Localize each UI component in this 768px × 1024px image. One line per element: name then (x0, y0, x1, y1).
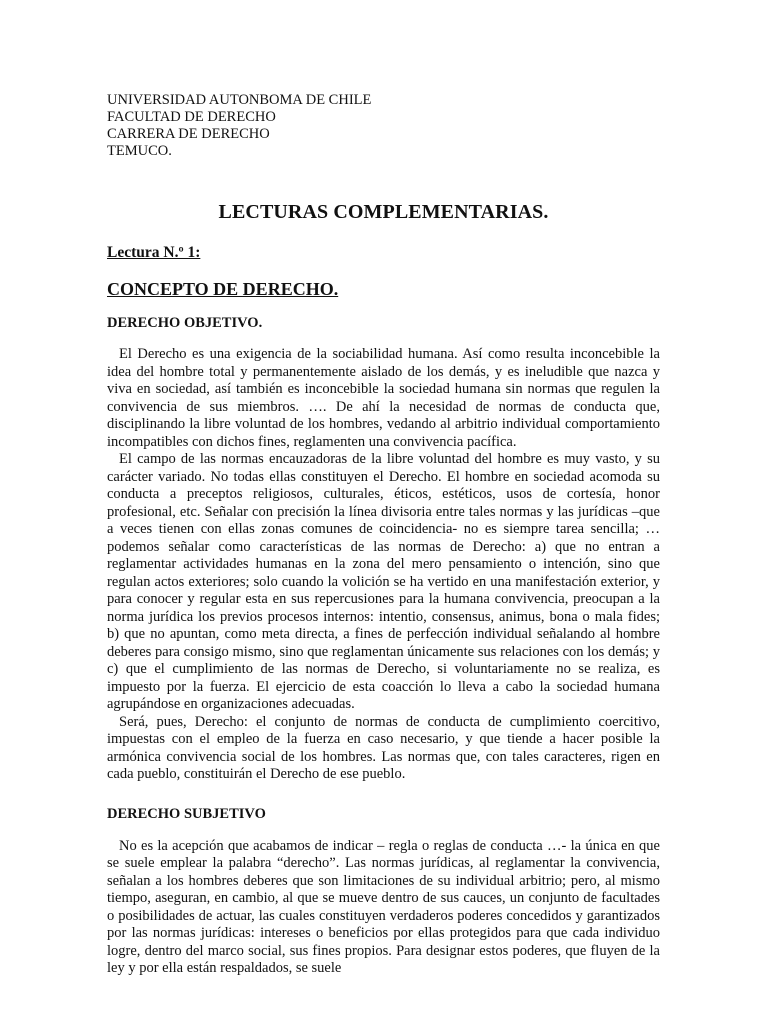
heading-derecho-objetivo: DERECHO OBJETIVO. (107, 315, 263, 331)
paragraph-objetivo-2: El campo de las normas encauzadoras de la libre voluntad del hombre es muy vasto, y su carácter variado. No todas ellas constituyen el Derecho. El hombre en sociedad acomoda su conducta a preceptos religiosos, culturales, éticos, estéticos, usos de cortesía, honor profesional, etc. Señalar con precisión la línea divisoria entre tales normas y las jurídicas –que a veces tienen con ellas zonas comunes de coincidencia- no es siempre tarea sencilla; … podemos señalar como características de las normas de Derecho: a) que no entran a reglamentar actividades humanas en la zona del mero pensamiento o intención, sino que regulan actos exteriores; solo cuando la volición se ha vertido en una manifestación exterior, y para conocer y regular esta en sus repercusiones para la humana convivencia, preocupan a la norma jurídica los previos procesos internos: intentio, consensus, animus, bona o mala fides; b) que no apuntan, como meta directa, a fines de perfección individual señalando al hombre deberes para consigo mismo, sino que reglamentan únicamente sus relaciones con los demás; y c) que el cumplimiento de las normas de Derecho, si voluntariamente no se realiza, es impuesto por la fuerza. El ejercicio de esta coacción lo lleva a cabo la sociedad humana agrupándose en organizaciones adecuadas. (107, 451, 660, 712)
document-page (107, 92, 660, 978)
header-faculty: FACULTAD DE DERECHO (107, 109, 276, 125)
header-city: TEMUCO. (107, 143, 172, 159)
document-title: LECTURAS COMPLEMENTARIAS. (218, 201, 549, 223)
paragraph-objetivo-1: El Derecho es una exigencia de la sociabilidad humana. Así como resulta inconcebible la idea del hombre total y permanentemente aislado de los demás, y es ineludible que nazca y viva en sociedad, así también es inconcebible la sociedad humana sin normas que regulen la convivencia de sus miembros. …. De ahí la necesidad de normas de conducta que, disciplinando la libre voluntad de los hombres, vedando al arbitrio individual comportamiento incompatibles con dichos fines, reglamenten una convivencia pacífica. (107, 346, 660, 450)
institution-header (107, 92, 660, 160)
reading-number: Lectura N.º 1: (107, 244, 201, 261)
section-title: CONCEPTO DE DERECHO. (107, 279, 339, 299)
paragraph-objetivo-3: Será, pues, Derecho: el conjunto de normas de conducta de cumplimiento coercitivo, impuestas con el empleo de la fuerza en caso necesario, y que tiende a hacer posible la armónica convivencia social de los hombres. Las normas que, con tales caracteres, rigen en cada pueblo, constituirán el Derecho de ese pueblo. (107, 713, 660, 782)
heading-derecho-subjetivo: DERECHO SUBJETIVO (107, 805, 266, 822)
header-university: UNIVERSIDAD AUTONBOMA DE CHILE (107, 92, 372, 108)
header-career: CARRERA DE DERECHO (107, 126, 270, 142)
paragraph-subjetivo-1: No es la acepción que acabamos de indicar – regla o reglas de conducta …- la única en que se suele emplear la palabra “derecho”. Las normas jurídicas, al reglamentar la convivencia, señalan a los hombres deberes que son limitaciones de su individual arbitrio; pero, al mismo tiempo, aseguran, en cambio, al que se mueve dentro de sus cauces, un conjunto de facultades o posibilidades de actuar, las cuales constituyen verdaderos poderes concedidos y garantizados por las normas jurídicas: intereses o beneficios por ellas protegidos para que cada individuo logre, dentro del marco social, sus fines propios. Para designar estos poderes, que fluyen de la ley y por ella están respaldados, se suele (107, 837, 660, 976)
